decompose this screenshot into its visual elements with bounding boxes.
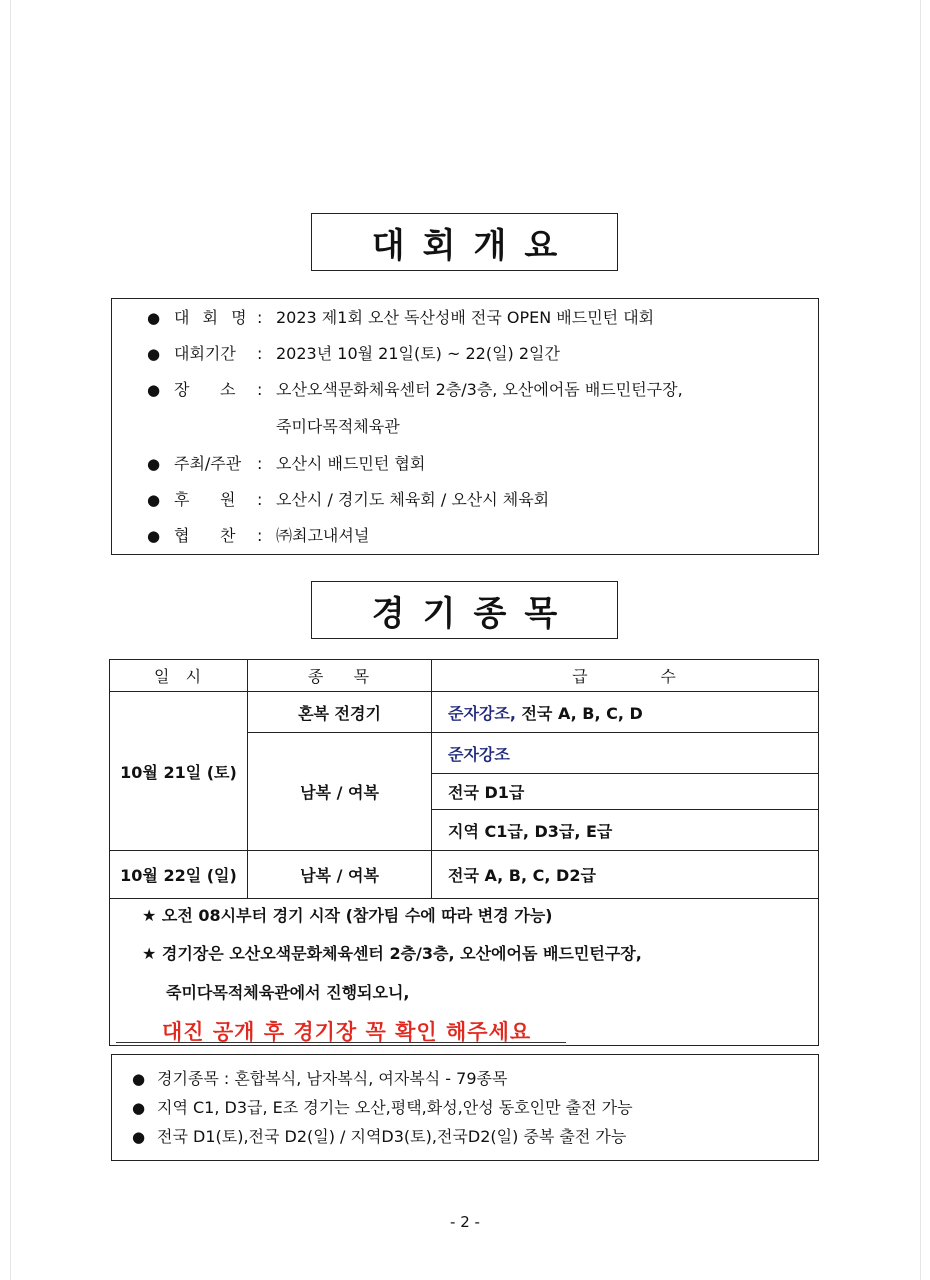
overview-value: 2023 제1회 오산 독산성배 전국 OPEN 배드민턴 대회 [276,308,655,327]
overview-value: ㈜최고내셔널 [276,526,370,545]
rules-box [111,1054,819,1161]
note-line-3 [166,980,410,1003]
overview-row-period [112,342,818,366]
overview-row-support [112,488,818,512]
overview-value: 2023년 10월 21일(토) ~ 22(일) 2일간 [276,344,560,363]
note-line-1 [142,903,553,926]
header-event: 종 목 [248,660,432,692]
date-cell: 10월 21일 (토) [110,692,248,851]
grade-text: 전국 A, B, C, D [515,703,643,723]
rules-row [112,1125,818,1149]
overview-value: 오산오색문화체육센터 2층/3층, 오산에어돔 배드민턴구장, [276,380,683,399]
star-icon: ★ [142,906,157,925]
section-title-events: 경기종목 [311,581,618,639]
overview-value: 오산시 / 경기도 체육회 / 오산시 체육회 [276,490,550,509]
overview-colon: : [257,526,263,545]
table-row [110,692,819,733]
note-text: 죽미다목적체육관에서 진행되오니, [166,983,410,1002]
note-text: 경기장은 오산오색문화체육센터 2층/3층, 오산에어돔 배드민턴구장, [161,944,642,963]
overview-label: 대회기간 [174,344,236,363]
bullet-icon: ● [147,381,161,399]
grade-cell: 지역 C1급, D3급, E급 [432,810,819,851]
rules-row [112,1096,818,1120]
bullet-icon: ● [147,455,161,473]
overview-label: 협 찬 [174,526,236,545]
overview-label: 후 원 [174,490,236,509]
overview-value: 죽미다목적체육관 [276,417,400,436]
table-row [110,851,819,899]
grade-cell [432,692,819,733]
warning-underline [116,1042,566,1046]
warning-text: 대진 공개 후 경기장 꼭 확인 해주세요 [162,1020,532,1044]
grade-highlight: 준자강조, [448,703,516,723]
overview-value: 오산시 배드민턴 협회 [276,454,426,473]
notes-cell [110,899,819,1046]
bullet-icon: ● [147,309,161,327]
bullet-icon: ● [147,491,161,509]
overview-colon: : [257,490,263,509]
rules-row [112,1067,818,1091]
event-cell: 남복 / 여복 [248,851,432,899]
header-grade: 급 수 [432,660,819,692]
grade-cell: 전국 A, B, C, D2급 [432,851,819,899]
note-text: 오전 08시부터 경기 시작 (참가팀 수에 따라 변경 가능) [161,906,553,925]
page-edge-left [10,0,11,1280]
bullet-icon: ● [132,1070,146,1088]
overview-colon: : [257,308,263,327]
rules-text: 경기종목 : 혼합복식, 남자복식, 여자복식 - 79종목 [157,1069,508,1088]
overview-label: 대 회 명 [174,308,251,327]
note-line-2 [142,941,642,964]
overview-colon: : [257,380,263,399]
date-cell: 10월 22일 (일) [110,851,248,899]
page-edge-right [920,0,921,1280]
page-number: - 2 - [450,1213,480,1231]
section-title-overview: 대회개요 [311,213,618,271]
star-icon: ★ [142,944,157,963]
overview-colon: : [257,454,263,473]
overview-row-sponsor [112,524,818,548]
table-header-row [110,660,819,692]
overview-row-venue [112,378,818,402]
schedule-table [109,659,819,1046]
bullet-icon: ● [147,527,161,545]
overview-row-host [112,452,818,476]
rules-text: 지역 C1, D3급, E조 경기는 오산,평택,화성,안성 동호인만 출전 가능 [157,1098,633,1117]
overview-label: 주최/주관 [174,454,242,473]
event-cell: 혼복 전경기 [248,692,432,733]
table-notes-row [110,899,819,1046]
overview-label: 장 소 [174,380,236,399]
overview-row-venue-cont [112,415,818,439]
bullet-icon: ● [132,1128,146,1146]
bullet-icon: ● [132,1099,146,1117]
event-cell: 남복 / 여복 [248,733,432,851]
grade-cell: 전국 D1급 [432,774,819,810]
header-date: 일 시 [110,660,248,692]
rules-text: 전국 D1(토),전국 D2(일) / 지역D3(토),전국D2(일) 중복 출전 가능 [157,1127,627,1146]
overview-row-name [112,306,818,330]
grade-cell: 준자강조 [432,733,819,774]
overview-colon: : [257,344,263,363]
overview-box [111,298,819,555]
bullet-icon: ● [147,345,161,363]
